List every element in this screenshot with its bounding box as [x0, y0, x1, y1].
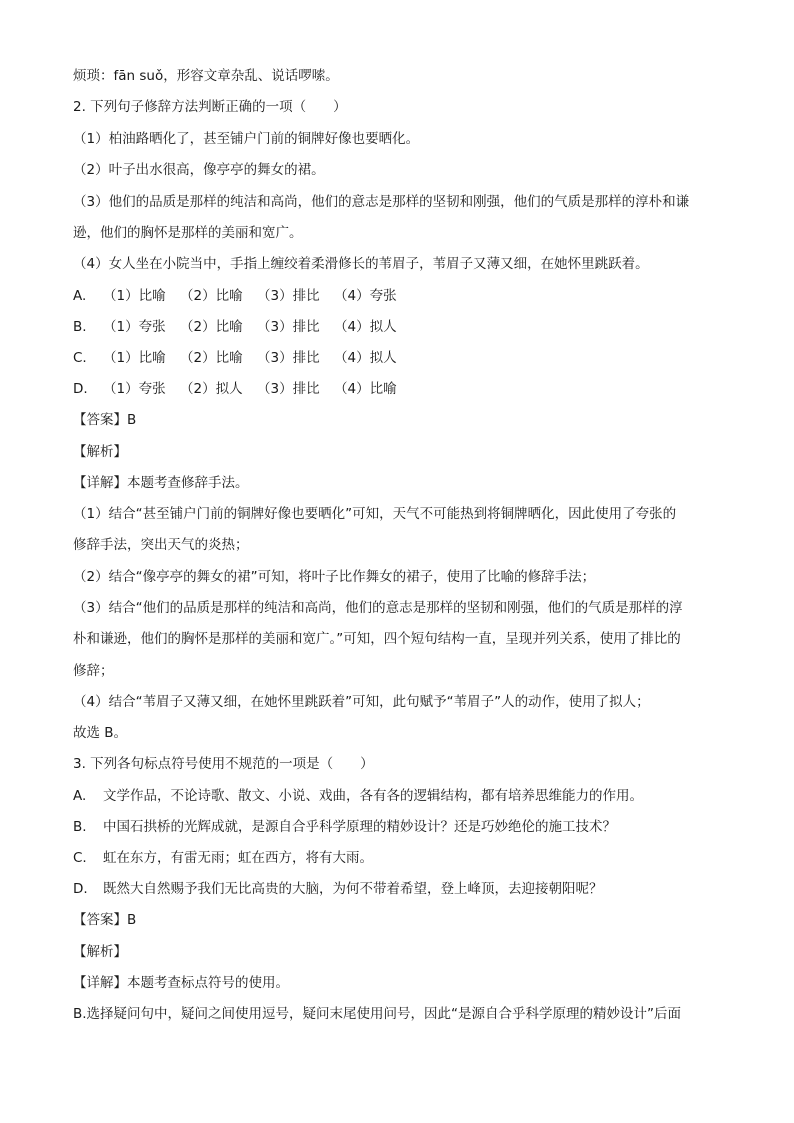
- option-item: （1）夸张: [103, 319, 166, 335]
- option-item: （4）夸张: [334, 288, 397, 304]
- q2-sentence-3-cont: 逊，他们的胸怀是那样的美丽和宽广。: [73, 225, 303, 241]
- q2-explanation-line: 朴和谦逊，他们的胸怀是那样的美丽和宽广。”可知，四个短句结构一直，呈现并列关系，使用了排比的: [73, 631, 681, 647]
- option-item: （4）比喻: [334, 381, 397, 397]
- q3-detail: [73, 973, 289, 993]
- q2-explanation-line: 故选 B。: [73, 725, 128, 741]
- option-label: A.: [73, 788, 87, 804]
- option-label: B.: [73, 819, 87, 835]
- q3-explanation-line: B.选择疑问句中，疑问之间使用逗号，疑问末尾使用问号，因此“是源自合乎科学原理的精妙设计”后面: [73, 1006, 682, 1022]
- option-item: （4）拟人: [334, 350, 397, 366]
- q3-analysis-tag: 【解析】: [73, 944, 127, 960]
- q2-sentence-3: （3）他们的品质是那样的纯洁和高尚，他们的意志是那样的坚韧和刚强，他们的气质是那样的淳朴和谦: [73, 194, 690, 210]
- option-label: C.: [73, 850, 87, 866]
- q2-option-a: [73, 286, 411, 306]
- detail-intro: 本题考查修辞手法。: [127, 475, 249, 491]
- option-item: （2）比喻: [180, 288, 243, 304]
- option-text: 虹在东方，有雷无雨；虹在西方，将有大雨。: [103, 850, 373, 866]
- q3-option-d: [73, 879, 603, 899]
- option-label: D.: [73, 881, 88, 897]
- detail-tag: 【详解】: [73, 975, 127, 991]
- option-item: （3）排比: [257, 350, 320, 366]
- q3-answer: [73, 910, 136, 930]
- answer-value: B: [127, 412, 137, 428]
- intro-line: 烦琐：fān suǒ，形容文章杂乱、说话啰嗦。: [73, 68, 339, 84]
- answer-value: B: [127, 912, 137, 928]
- option-text: 中国石拱桥的光辉成就，是源自合乎科学原理的精妙设计？还是巧妙绝伦的施工技术？: [103, 819, 616, 835]
- q2-explanation-line: 修辞；: [73, 663, 114, 679]
- option-item: （3）排比: [257, 288, 320, 304]
- q2-sentence-4: （4）女人坐在小院当中，手指上缠绞着柔滑修长的苇眉子，苇眉子又薄又细，在她怀里跳跃着。: [73, 256, 649, 272]
- q3-stem: 3. 下列各句标点符号使用不规范的一项是（ ）: [73, 756, 374, 772]
- q2-explanation-line: （4）结合“苇眉子又薄又细，在她怀里跳跃着”可知，此句赋予“苇眉子”人的动作，使用了拟人；: [73, 694, 650, 710]
- q2-analysis-tag: 【解析】: [73, 444, 127, 460]
- option-label: D.: [73, 381, 88, 397]
- q2-explanation-line: （1）结合“甚至铺户门前的铜牌好像也要晒化”可知，天气不可能热到将铜牌晒化，因此使用了夸张的: [73, 506, 677, 522]
- q2-detail: [73, 473, 249, 493]
- option-item: （4）拟人: [334, 319, 397, 335]
- q3-option-a: [73, 786, 643, 806]
- option-item: （1）夸张: [103, 381, 166, 397]
- answer-tag: 【答案】: [73, 912, 127, 928]
- q2-sentence-2: （2）叶子出水很高，像亭亭的舞女的裙。: [73, 162, 325, 178]
- option-item: （2）比喻: [180, 319, 243, 335]
- answer-tag: 【答案】: [73, 412, 127, 428]
- q2-sentence-1: （1）柏油路晒化了，甚至铺户门前的铜牌好像也要晒化。: [73, 131, 420, 147]
- option-item: （1）比喻: [103, 350, 166, 366]
- option-label: C.: [73, 350, 87, 366]
- q2-answer: [73, 410, 136, 430]
- option-item: （2）拟人: [180, 381, 243, 397]
- detail-tag: 【详解】: [73, 475, 127, 491]
- q3-option-b: [73, 817, 616, 837]
- option-text: 文学作品，不论诗歌、散文、小说、戏曲，各有各的逻辑结构，都有培养思维能力的作用。: [103, 788, 643, 804]
- q2-explanation-line: （3）结合“他们的品质是那样的纯洁和高尚，他们的意志是那样的坚韧和刚强，他们的气质是那样的淳: [73, 600, 683, 616]
- option-item: （1）比喻: [103, 288, 166, 304]
- q3-option-c: [73, 848, 373, 868]
- q2-explanation-line: （2）结合“像亭亭的舞女的裙”可知，将叶子比作舞女的裙子，使用了比喻的修辞手法；: [73, 569, 596, 585]
- q2-option-c: [73, 348, 411, 368]
- option-label: A.: [73, 288, 87, 304]
- option-label: B.: [73, 319, 87, 335]
- detail-intro: 本题考查标点符号的使用。: [127, 975, 289, 991]
- option-item: （2）比喻: [180, 350, 243, 366]
- option-item: （3）排比: [257, 319, 320, 335]
- q2-option-b: [73, 317, 411, 337]
- option-item: （3）排比: [257, 381, 320, 397]
- q2-stem: 2. 下列句子修辞方法判断正确的一项（ ）: [73, 99, 347, 115]
- q2-explanation-line: 修辞手法，突出天气的炎热；: [73, 537, 249, 553]
- option-text: 既然大自然赐予我们无比高贵的大脑，为何不带着希望，登上峰顶，去迎接朝阳呢？: [103, 881, 603, 897]
- q2-option-d: [73, 379, 411, 399]
